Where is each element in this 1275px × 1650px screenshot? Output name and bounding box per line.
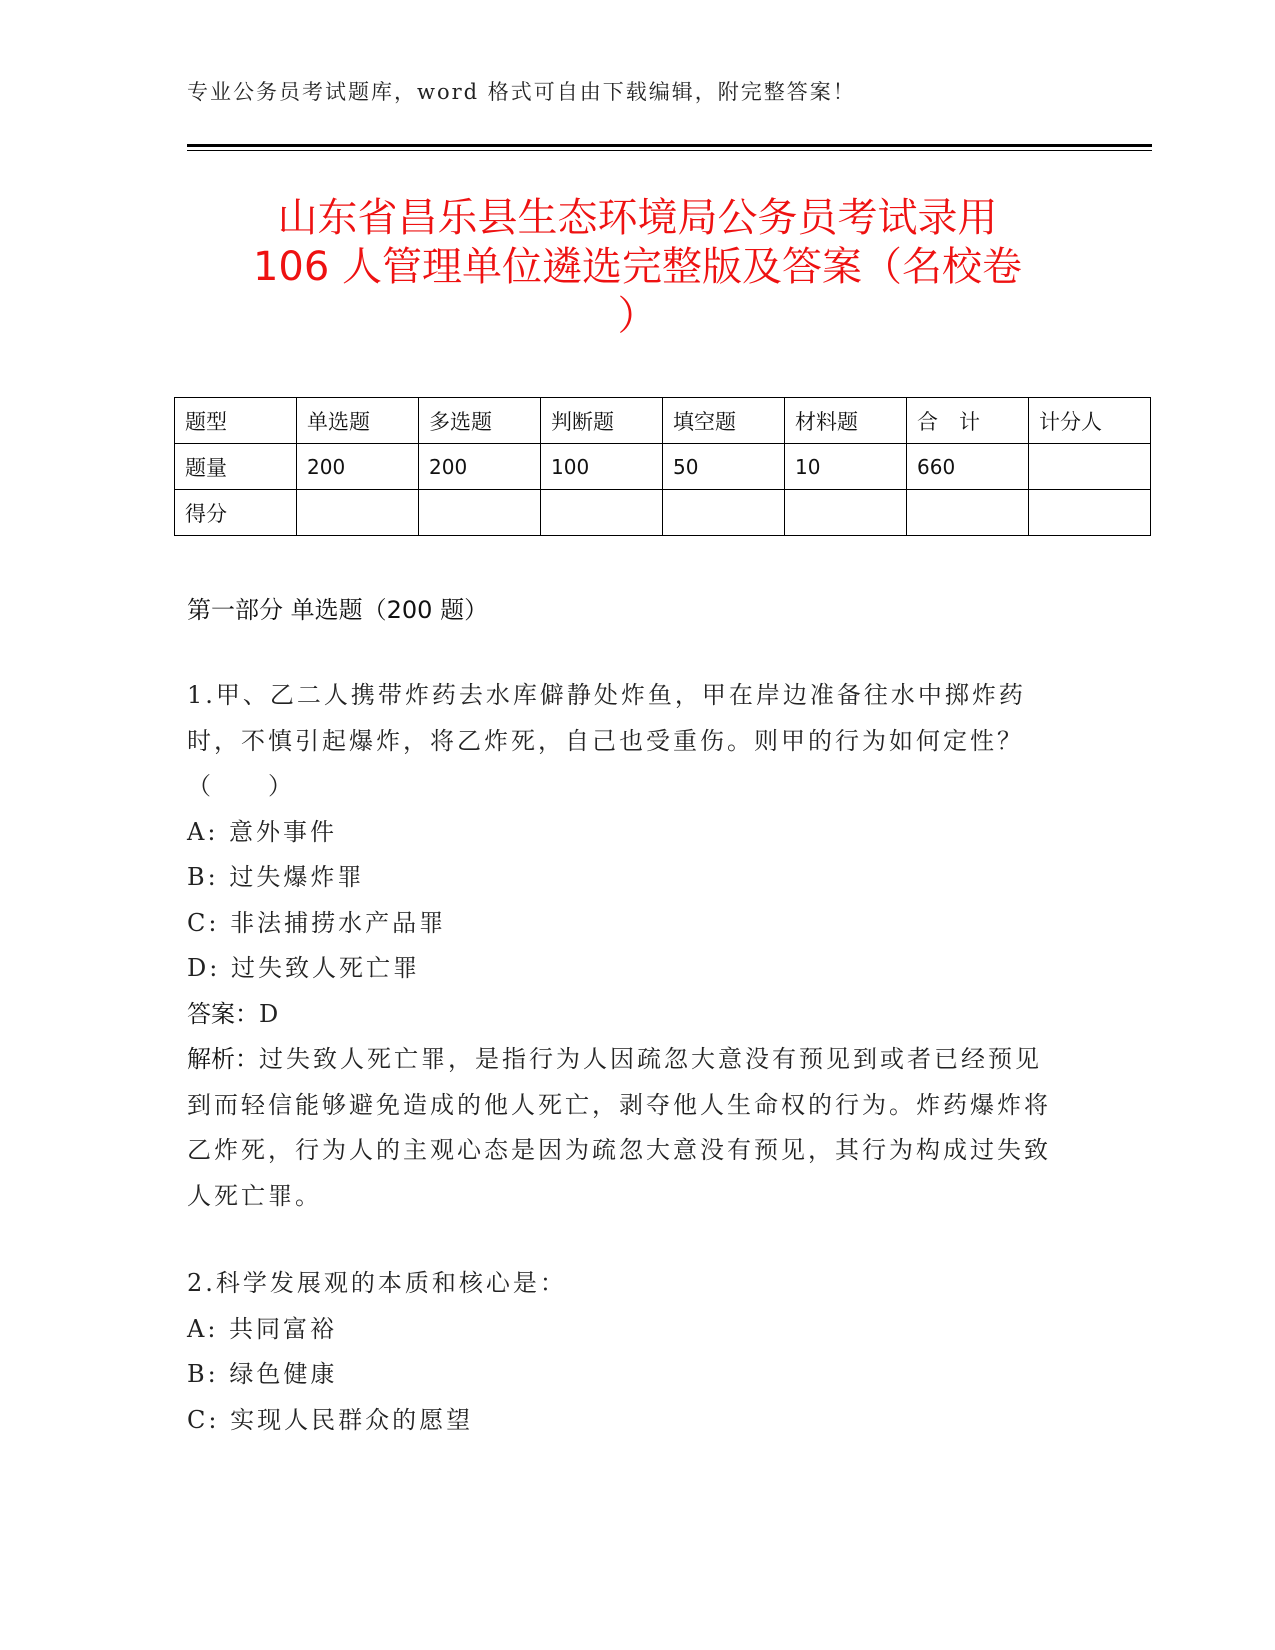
title-line-1: 山东省昌乐县生态环境局公务员考试录用 xyxy=(277,195,998,241)
option-a: A: 共同富裕 xyxy=(187,1314,338,1343)
table-cell: 判断题 xyxy=(541,398,663,444)
table-row-type xyxy=(175,398,1151,444)
option-b: B: 绿色健康 xyxy=(187,1360,338,1388)
header-rule-thin xyxy=(187,150,1152,151)
table-cell: 得分 xyxy=(175,490,297,536)
table-cell: 100 xyxy=(541,444,663,490)
document-title xyxy=(180,194,1095,341)
table-cell: 填空题 xyxy=(663,398,785,444)
analysis-paragraph xyxy=(187,1037,1057,1219)
table-cell: 50 xyxy=(663,444,785,490)
table-cell: 多选题 xyxy=(419,398,541,444)
table-cell: 200 xyxy=(297,444,419,490)
table-cell xyxy=(297,490,419,536)
option-b: B: 过失爆炸罪 xyxy=(187,863,365,891)
question-stem: 1.甲、乙二人携带炸药去水库僻静处炸鱼，甲在岸边准备往水中掷炸药时，不慎引起爆炸，将乙炸死，自己也受重伤。则甲的行为如何定性？（ ） xyxy=(187,681,1026,800)
title-line-2: 106 人管理单位遴选完整版及答案（名校卷 xyxy=(252,244,1023,290)
question-stem: 2.科学发展观的本质和核心是： xyxy=(187,1269,567,1297)
score-table xyxy=(174,397,1151,536)
answer-line xyxy=(187,992,1057,1038)
table-cell xyxy=(785,490,907,536)
table-cell: 单选题 xyxy=(297,398,419,444)
table-cell: 10 xyxy=(785,444,907,490)
table-cell xyxy=(1029,444,1151,490)
table-cell: 合 计 xyxy=(907,398,1029,444)
section-heading: 第一部分 单选题（200 题） xyxy=(187,596,489,624)
analysis-text: 过失致人死亡罪，是指行为人因疏忽大意没有预见到或者已经预见到而轻信能够避免造成的他人死亡，剥夺他人生命权的行为。炸药爆炸将乙炸死，行为人的主观心态是因为疏忽大意没有预见，其行为构成过失致人死亡罪。 xyxy=(187,1045,1051,1210)
answer-value: D xyxy=(259,999,282,1028)
answer-label: 答案： xyxy=(187,999,259,1028)
table-row-score xyxy=(175,490,1151,536)
table-cell xyxy=(419,490,541,536)
table-cell xyxy=(1029,490,1151,536)
title-line-3: ） xyxy=(617,293,658,339)
option-c: C: 非法捕捞水产品罪 xyxy=(187,908,447,937)
question-1 xyxy=(187,673,1057,1219)
table-cell: 660 xyxy=(907,444,1029,490)
header-rule-thick xyxy=(187,144,1152,147)
table-cell xyxy=(541,490,663,536)
option-c: C: 实现人民群众的愿望 xyxy=(187,1405,474,1434)
table-cell: 题型 xyxy=(175,398,297,444)
table-cell xyxy=(907,490,1029,536)
table-cell: 材料题 xyxy=(785,398,907,444)
table-cell: 200 xyxy=(419,444,541,490)
analysis-label: 解析： xyxy=(187,1045,259,1073)
header-note: 专业公务员考试题库，word 格式可自由下载编辑，附完整答案！ xyxy=(187,80,856,104)
table-cell xyxy=(663,490,785,536)
option-a: A: 意外事件 xyxy=(187,817,338,846)
table-row-count xyxy=(175,444,1151,490)
table-cell: 计分人 xyxy=(1029,398,1151,444)
table-cell: 题量 xyxy=(175,444,297,490)
question-2 xyxy=(187,1261,1057,1443)
option-d: D: 过失致人死亡罪 xyxy=(187,954,420,982)
